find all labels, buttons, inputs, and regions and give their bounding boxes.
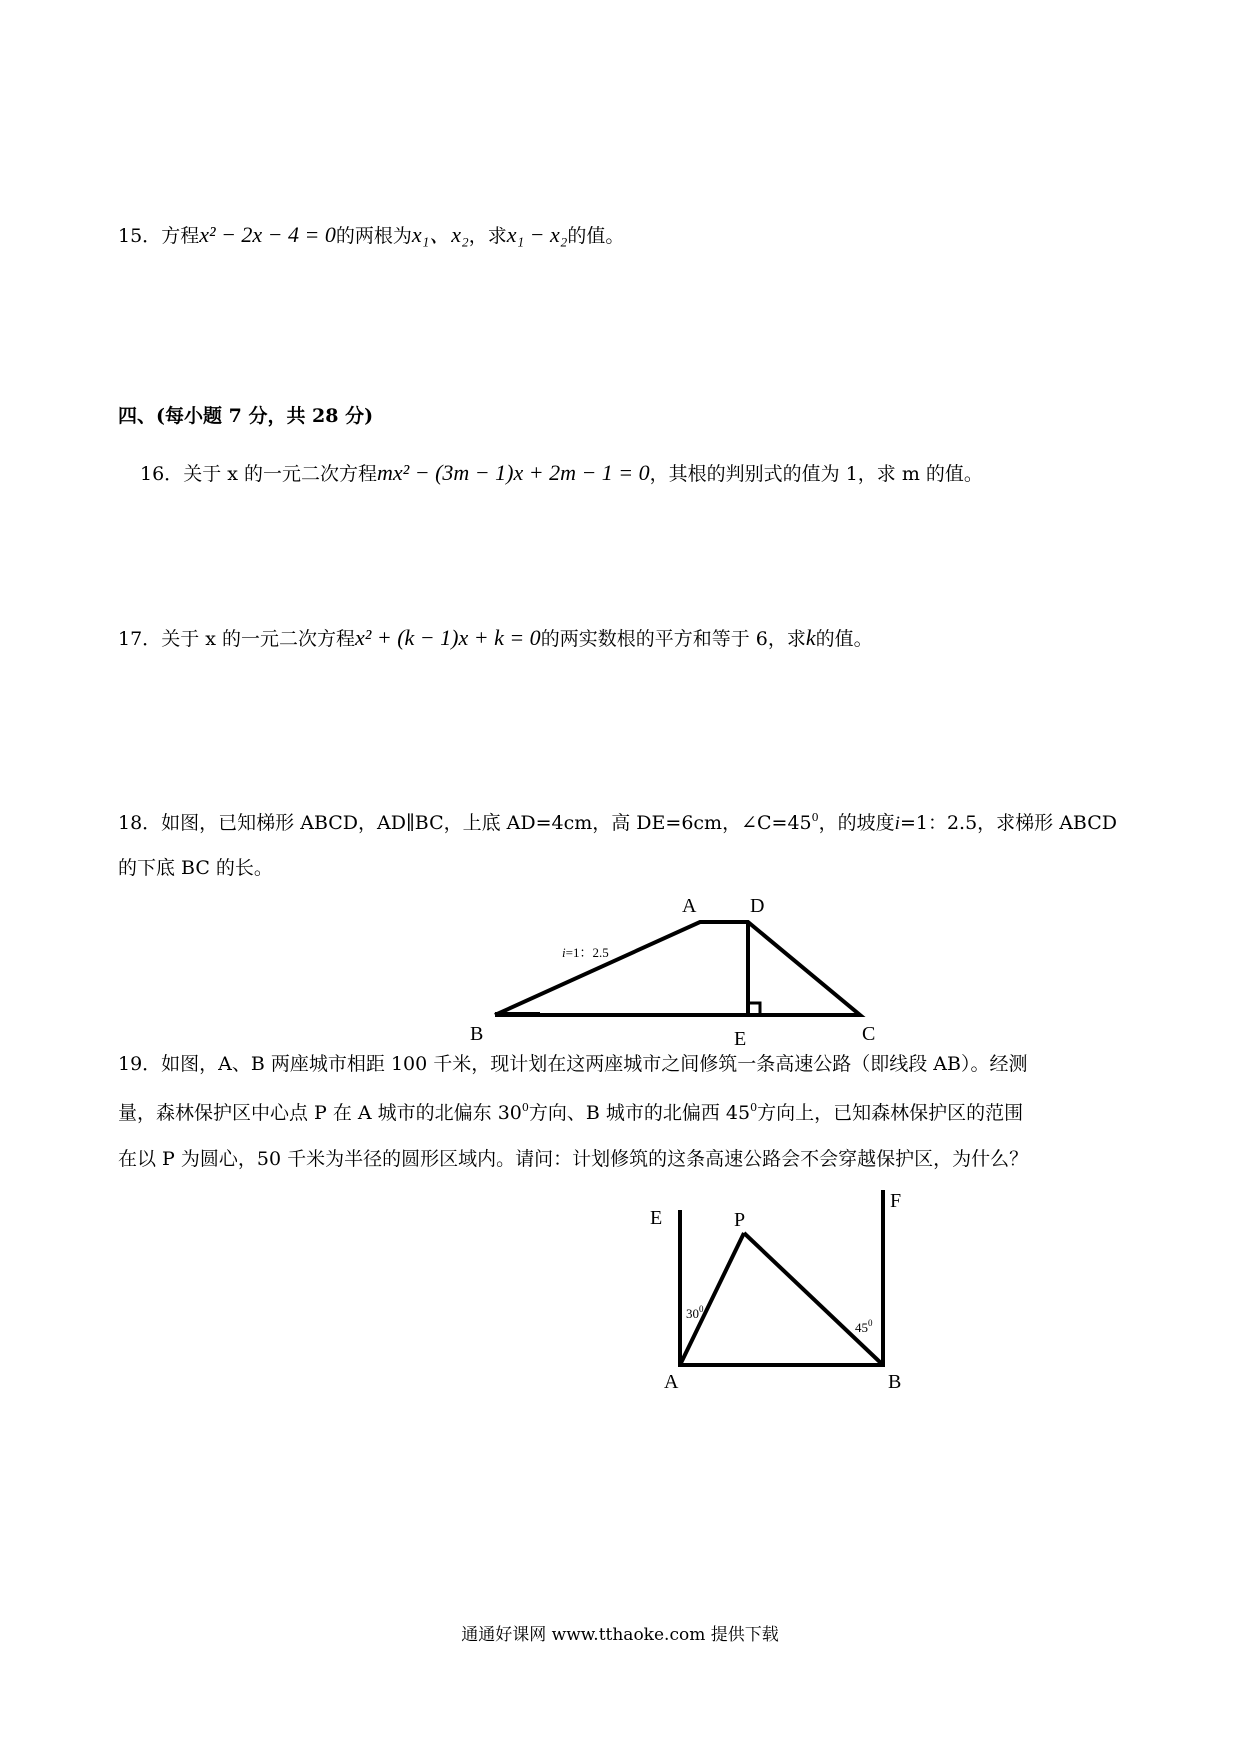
section-4-title: 四、(每小题 7 分，共 28 分): [118, 405, 374, 427]
q18-text-1c: =1：2.5，求梯形 ABCD: [899, 812, 1118, 834]
q17-k: k: [805, 625, 816, 650]
slope-i: i: [562, 945, 566, 960]
q19-bearing-figure: [650, 1190, 930, 1390]
question-17: [118, 627, 873, 649]
slope-label: [562, 945, 609, 960]
point-a-label: A: [664, 1371, 679, 1390]
segment-pb: [744, 1233, 883, 1365]
q19-text-2c: 方向上，已知森林保护区的范围: [757, 1102, 1024, 1124]
trapezoid-outline: [495, 922, 860, 1015]
q15-text-4: 的值。: [567, 225, 625, 247]
vertex-b-label: B: [470, 1023, 484, 1045]
vertex-c-label: C: [862, 1023, 876, 1045]
q16-text-1: 关于 x 的一元二次方程: [183, 463, 377, 485]
point-b-label: B: [888, 1371, 902, 1390]
q15-text-3: ，求: [468, 225, 507, 247]
q18-text-1a: 18．如图，已知梯形 ABCD，AD∥BC，上底 AD=4cm，高 DE=6cm，∠C=45: [118, 812, 812, 834]
q15-roots: x₁、x₂: [411, 222, 469, 247]
page-footer: 通通好课网 www.tthaoke.com 提供下载: [461, 1625, 779, 1645]
question-19-line-1: 19．如图，A、B 两座城市相距 100 千米，现计划在这两座城市之间修筑一条高速公路（即线段 AB）。经测: [118, 1053, 1028, 1075]
q18-i: i: [894, 813, 900, 834]
point-e-label: E: [650, 1207, 663, 1229]
angle-b-sup: 0: [868, 1318, 873, 1328]
q16-text-2: ，其根的判别式的值为 1，求 m 的值。: [649, 463, 983, 485]
q18-degree: 0: [811, 811, 819, 824]
point-p-label: P: [734, 1209, 746, 1231]
question-16: [140, 462, 983, 484]
q17-equation: x² + (k − 1)x + k = 0: [354, 625, 541, 650]
q19-degree-2: 0: [750, 1101, 758, 1114]
point-f-label: F: [890, 1190, 902, 1212]
question-19-line-3: 在以 P 为圆心，50 千米为半径的圆形区域内。请问：计划修筑的这条高速公路会不会穿越保护区，为什么？: [118, 1148, 1029, 1170]
q15-text-2: 的两根为: [335, 225, 412, 247]
q15-expression: x₁ − x₂: [506, 222, 568, 247]
q19-text-2a: 量，森林保护区中心点 P 在 A 城市的北偏东 30: [118, 1102, 522, 1124]
vertex-a-label: A: [682, 895, 697, 917]
angle-b-value: 45: [855, 1320, 868, 1335]
q15-equation: x² − 2x − 4 = 0: [199, 222, 336, 247]
angle-a-value: 30: [686, 1306, 699, 1321]
q16-equation: mx² − (3m − 1)x + 2m − 1 = 0: [376, 460, 650, 485]
q17-text-2: 的两实数根的平方和等于 6，求: [540, 628, 806, 650]
q17-text-3: 的值。: [815, 628, 873, 650]
q19-text-2b: 方向、B 城市的北偏西 45: [528, 1102, 751, 1124]
question-18-line-2: 的下底 BC 的长。: [118, 857, 273, 879]
q15-text-1: 方程: [161, 225, 200, 247]
question-19-line-2: [118, 1102, 1023, 1123]
slope-ratio: =1：2.5: [565, 945, 609, 960]
q17-number: 17．: [118, 628, 162, 650]
q16-number: 16．: [140, 463, 184, 485]
angle-a-sup: 0: [699, 1304, 704, 1314]
question-15: [118, 224, 624, 246]
vertex-d-label: D: [750, 895, 765, 917]
q17-text-1: 关于 x 的一元二次方程: [161, 628, 355, 650]
angle-b-label: [855, 1318, 873, 1335]
q18-trapezoid-figure: [470, 890, 910, 1050]
q15-number: 15．: [118, 225, 162, 247]
segment-ap: [680, 1233, 744, 1365]
q18-text-1b: ，的坡度: [818, 812, 895, 834]
question-18-line-1: [118, 812, 1117, 833]
q19-degree-1: 0: [521, 1101, 529, 1114]
vertex-e-label: E: [734, 1028, 747, 1050]
